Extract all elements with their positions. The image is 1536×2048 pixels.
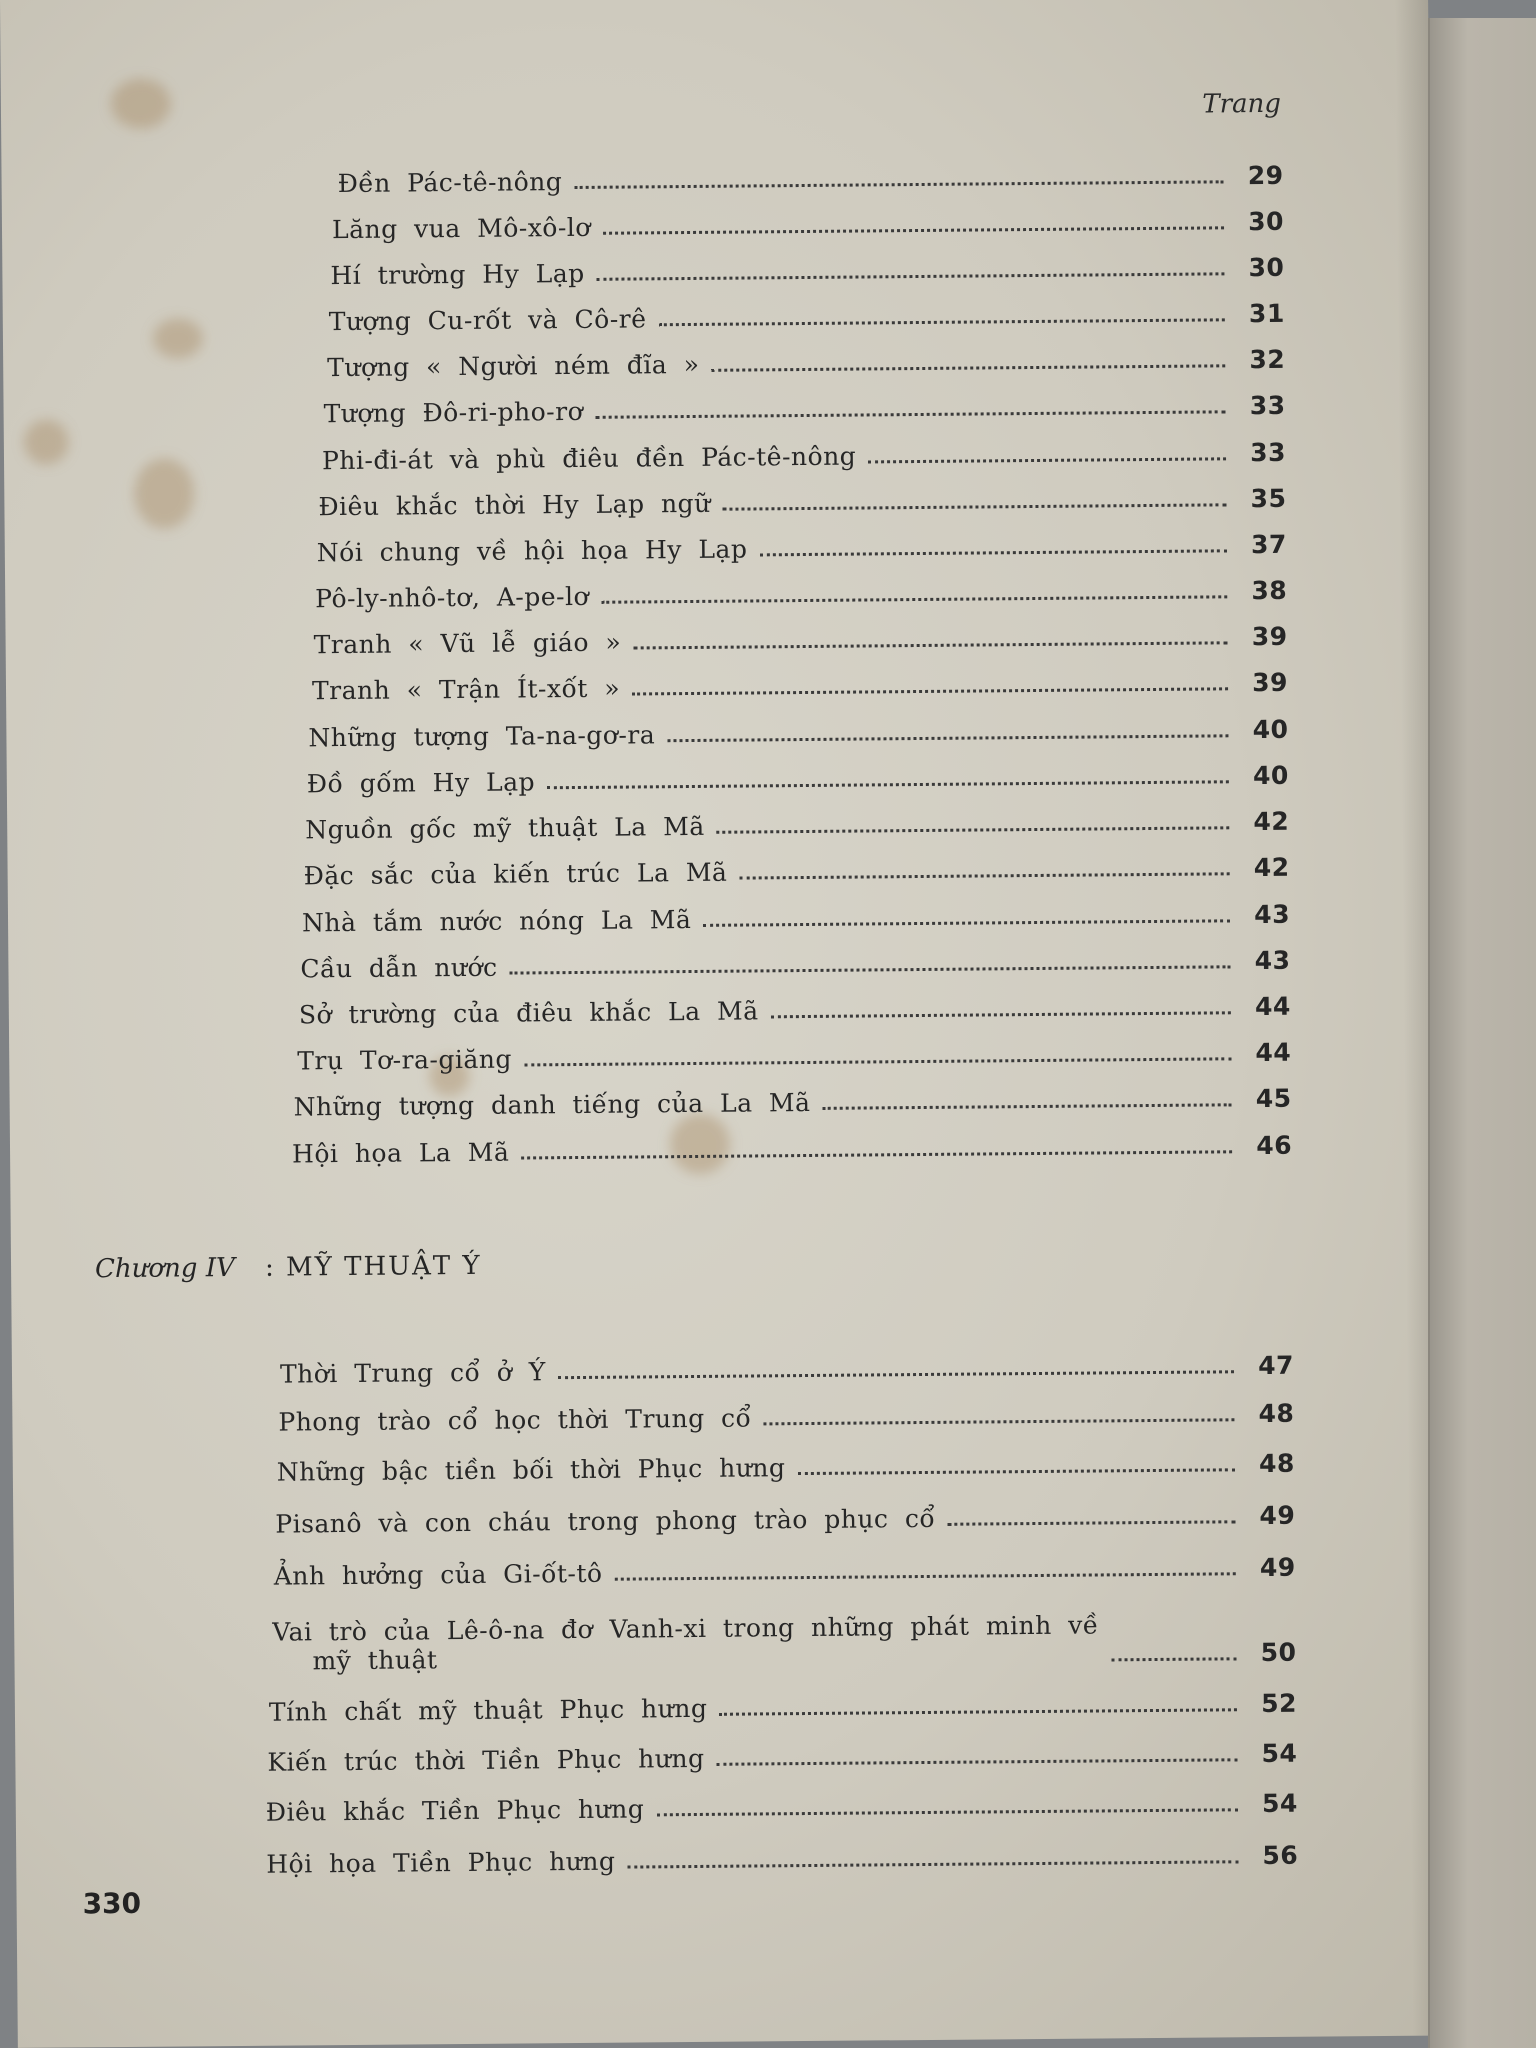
toc-entry-title: Tính chất mỹ thuật Phục hưng [268, 1693, 708, 1727]
page-column-header: Trang [1202, 88, 1282, 120]
toc-entry[interactable] [323, 391, 1285, 428]
dot-leader [868, 457, 1226, 463]
toc-entry-title: Tranh « Vũ lễ giáo » [313, 627, 622, 660]
dot-leader [719, 1708, 1237, 1716]
dot-leader [703, 919, 1230, 927]
toc-entry-title: Hội họa Tiền Phục hưng [266, 1846, 616, 1879]
toc-entry[interactable] [305, 807, 1289, 845]
toc-entry-title: Hí trường Hy Lạp [330, 258, 585, 291]
toc-entry-page: 39 [1252, 667, 1289, 698]
toc-entry[interactable] [315, 576, 1287, 613]
toc-entry[interactable] [274, 1553, 1296, 1591]
toc-entry-title: Đền Pác-tê-nông [337, 167, 563, 199]
toc-entry[interactable] [337, 161, 1283, 198]
toc-entry[interactable] [308, 715, 1288, 753]
toc-entry-page: 42 [1253, 852, 1290, 883]
dot-leader [1111, 1657, 1236, 1661]
toc-entry-page: 33 [1249, 390, 1286, 421]
toc-entry-page: 54 [1261, 1788, 1298, 1819]
dot-leader [547, 780, 1229, 789]
toc-entry-title: Điêu khắc Tiền Phục hưng [265, 1794, 645, 1827]
toc-entry-title: Những tượng danh tiếng của La Mã [293, 1087, 811, 1122]
dot-leader [798, 1468, 1235, 1475]
dot-leader [601, 595, 1227, 603]
chapter-title: : MỸ THUẬT Ý [264, 1250, 482, 1283]
toc-entry-page: 40 [1252, 714, 1289, 745]
toc-entry[interactable] [330, 253, 1284, 290]
toc-entry[interactable] [314, 622, 1288, 659]
toc-entry-page: 30 [1248, 206, 1285, 237]
toc-entry-title: Đồ gốm Hy Lạp [306, 767, 536, 799]
adjacent-page-edge [1428, 18, 1536, 2048]
toc-entry-page: 48 [1258, 1448, 1295, 1479]
toc-entry[interactable] [269, 1689, 1297, 1727]
toc-entry-title: Nói chung về hội họa Hy Lạp [316, 534, 748, 568]
toc-entry-page: 56 [1262, 1840, 1299, 1871]
toc-entry-page: 33 [1250, 437, 1287, 468]
dot-leader [574, 180, 1223, 189]
toc-entry[interactable] [275, 1501, 1295, 1539]
toc-entry-title: Trụ Tơ-ra-giăng [297, 1044, 513, 1076]
dot-leader [759, 549, 1226, 556]
dot-leader [597, 272, 1225, 280]
dot-leader [595, 410, 1225, 419]
toc-entry[interactable] [297, 1038, 1291, 1076]
toc-entry[interactable] [266, 1789, 1298, 1827]
dot-leader [558, 1370, 1234, 1379]
toc-entry[interactable] [272, 1609, 1296, 1676]
dot-leader [771, 1011, 1231, 1018]
toc-entry-title: Tượng « Người ném đĩa » [327, 349, 700, 383]
toc-entry[interactable] [292, 1131, 1292, 1169]
toc-entry-page: 43 [1254, 899, 1291, 930]
toc-entry-page: 47 [1258, 1350, 1295, 1381]
dot-leader [524, 1057, 1231, 1066]
toc-entry-title: Phi-đi-át và phù điêu đền Pác-tê-nông [321, 441, 857, 476]
toc-entry[interactable] [302, 900, 1290, 938]
toc-entry[interactable] [304, 853, 1290, 891]
toc-entry-title: Phong trào cổ học thời Trung cổ [278, 1403, 752, 1437]
toc-entry[interactable] [332, 207, 1284, 244]
dot-leader [615, 1572, 1236, 1580]
dot-leader [947, 1520, 1235, 1526]
dot-leader [633, 641, 1227, 649]
toc-entry-page: 35 [1250, 483, 1287, 514]
toc-entry[interactable] [277, 1449, 1295, 1487]
toc-entry[interactable] [300, 946, 1290, 984]
toc-entry-title: Những tượng Ta-na-gơ-ra [308, 720, 656, 753]
dot-leader [723, 503, 1227, 510]
toc-entry[interactable] [307, 761, 1289, 799]
chapter-label: Chương IV [94, 1252, 235, 1285]
page-number: 330 [82, 1886, 142, 1921]
toc-entry[interactable] [322, 438, 1286, 475]
toc-entry-page: 40 [1252, 760, 1289, 791]
dot-leader [627, 1860, 1238, 1868]
toc-entry-title: Điêu khắc thời Hy Lạp ngữ [318, 488, 711, 522]
toc-entry[interactable] [318, 484, 1286, 521]
toc-entry-title: Tượng Đô-ri-pho-rơ [323, 396, 584, 429]
toc-entry-page: 31 [1248, 298, 1285, 329]
chapter-heading [95, 1251, 482, 1284]
dot-leader [717, 826, 1230, 833]
toc-entry[interactable] [327, 345, 1285, 382]
toc-entry-title: Lăng vua Mô-xô-lơ [331, 212, 592, 245]
toc-entry-title: Pô-ly-nhô-tơ, A-pe-lơ [315, 581, 590, 614]
toc-entry-title: Sở trường của điêu khắc La Mã [298, 996, 759, 1030]
dot-leader [603, 226, 1224, 234]
toc-entry-page: 32 [1249, 344, 1286, 375]
toc-entry-page: 38 [1251, 575, 1288, 606]
toc-entry-title: Tranh « Trận Ít-xốt » [311, 673, 621, 706]
dot-leader [717, 1758, 1238, 1766]
dot-leader [656, 1808, 1238, 1816]
toc-entry[interactable] [267, 1739, 1297, 1777]
toc-entry-page: 44 [1254, 991, 1291, 1022]
dot-leader [739, 872, 1229, 879]
toc-entry-title: Vai trò của Lê-ô-na đơ Vanh-xi trong những phát minh về [272, 1610, 1099, 1647]
toc-entry-page: 42 [1253, 806, 1290, 837]
toc-entry-title: Nguồn gốc mỹ thuật La Mã [305, 811, 705, 845]
toc-entry-page: 44 [1255, 1037, 1292, 1068]
toc-entry-page: 48 [1258, 1398, 1295, 1429]
toc-entry-page: 49 [1259, 1552, 1296, 1583]
dot-leader [510, 965, 1231, 974]
toc-entry-title: Cầu dẫn nước [300, 952, 498, 984]
toc-entry-page: 43 [1254, 945, 1291, 976]
toc-entry-title: Ảnh hưởng của Gi-ốt-tô [273, 1558, 603, 1591]
dot-leader [763, 1418, 1234, 1425]
toc-entry-title: Pisanô và con cháu trong phong trào phục cổ [275, 1503, 936, 1539]
toc-entry[interactable] [329, 299, 1285, 336]
toc-entry-title: Đặc sắc của kiến trúc La Mã [303, 857, 728, 891]
toc-entry-title-continued: mỹ thuật [312, 1645, 438, 1676]
dot-leader [659, 318, 1225, 326]
dot-leader [823, 1103, 1232, 1110]
toc-entry-page: 30 [1248, 252, 1285, 283]
dot-leader [521, 1150, 1232, 1159]
toc-entry-page: 39 [1251, 621, 1288, 652]
toc-entry-page: 46 [1256, 1130, 1293, 1161]
dot-leader [632, 687, 1228, 695]
toc-entry-title: Thời Trung cổ ở Ý [279, 1357, 546, 1389]
toc-entry-title: Những bậc tiền bối thời Phục hưng [276, 1453, 786, 1487]
toc-entry-title: Tượng Cu-rốt và Cô-rê [328, 304, 647, 337]
toc-entry-page: 52 [1260, 1688, 1298, 1719]
toc-entry-title-block [272, 1610, 1099, 1675]
toc-entry[interactable] [294, 1084, 1292, 1122]
toc-entry-page: 37 [1250, 529, 1287, 560]
toc-entry[interactable] [280, 1351, 1294, 1389]
toc-entry[interactable] [312, 668, 1288, 706]
toc-entry-page: 50 [1260, 1637, 1297, 1668]
toc-entry[interactable] [317, 530, 1287, 567]
dot-leader [667, 734, 1228, 742]
dot-leader [712, 364, 1226, 371]
toc-entry[interactable] [299, 992, 1291, 1030]
toc-entry-title: Kiến trúc thời Tiền Phục hưng [267, 1743, 705, 1777]
toc-entry-page: 54 [1261, 1738, 1298, 1769]
toc-entry[interactable] [266, 1841, 1298, 1879]
toc-entry[interactable] [278, 1399, 1294, 1437]
toc-entry-page: 45 [1255, 1083, 1292, 1114]
toc-entry-page: 49 [1259, 1500, 1296, 1531]
toc-entry-title: Nhà tắm nước nóng La Mã [301, 905, 692, 938]
toc-entry-page: 29 [1247, 160, 1284, 191]
toc-entry-title: Hội họa La Mã [291, 1137, 510, 1169]
